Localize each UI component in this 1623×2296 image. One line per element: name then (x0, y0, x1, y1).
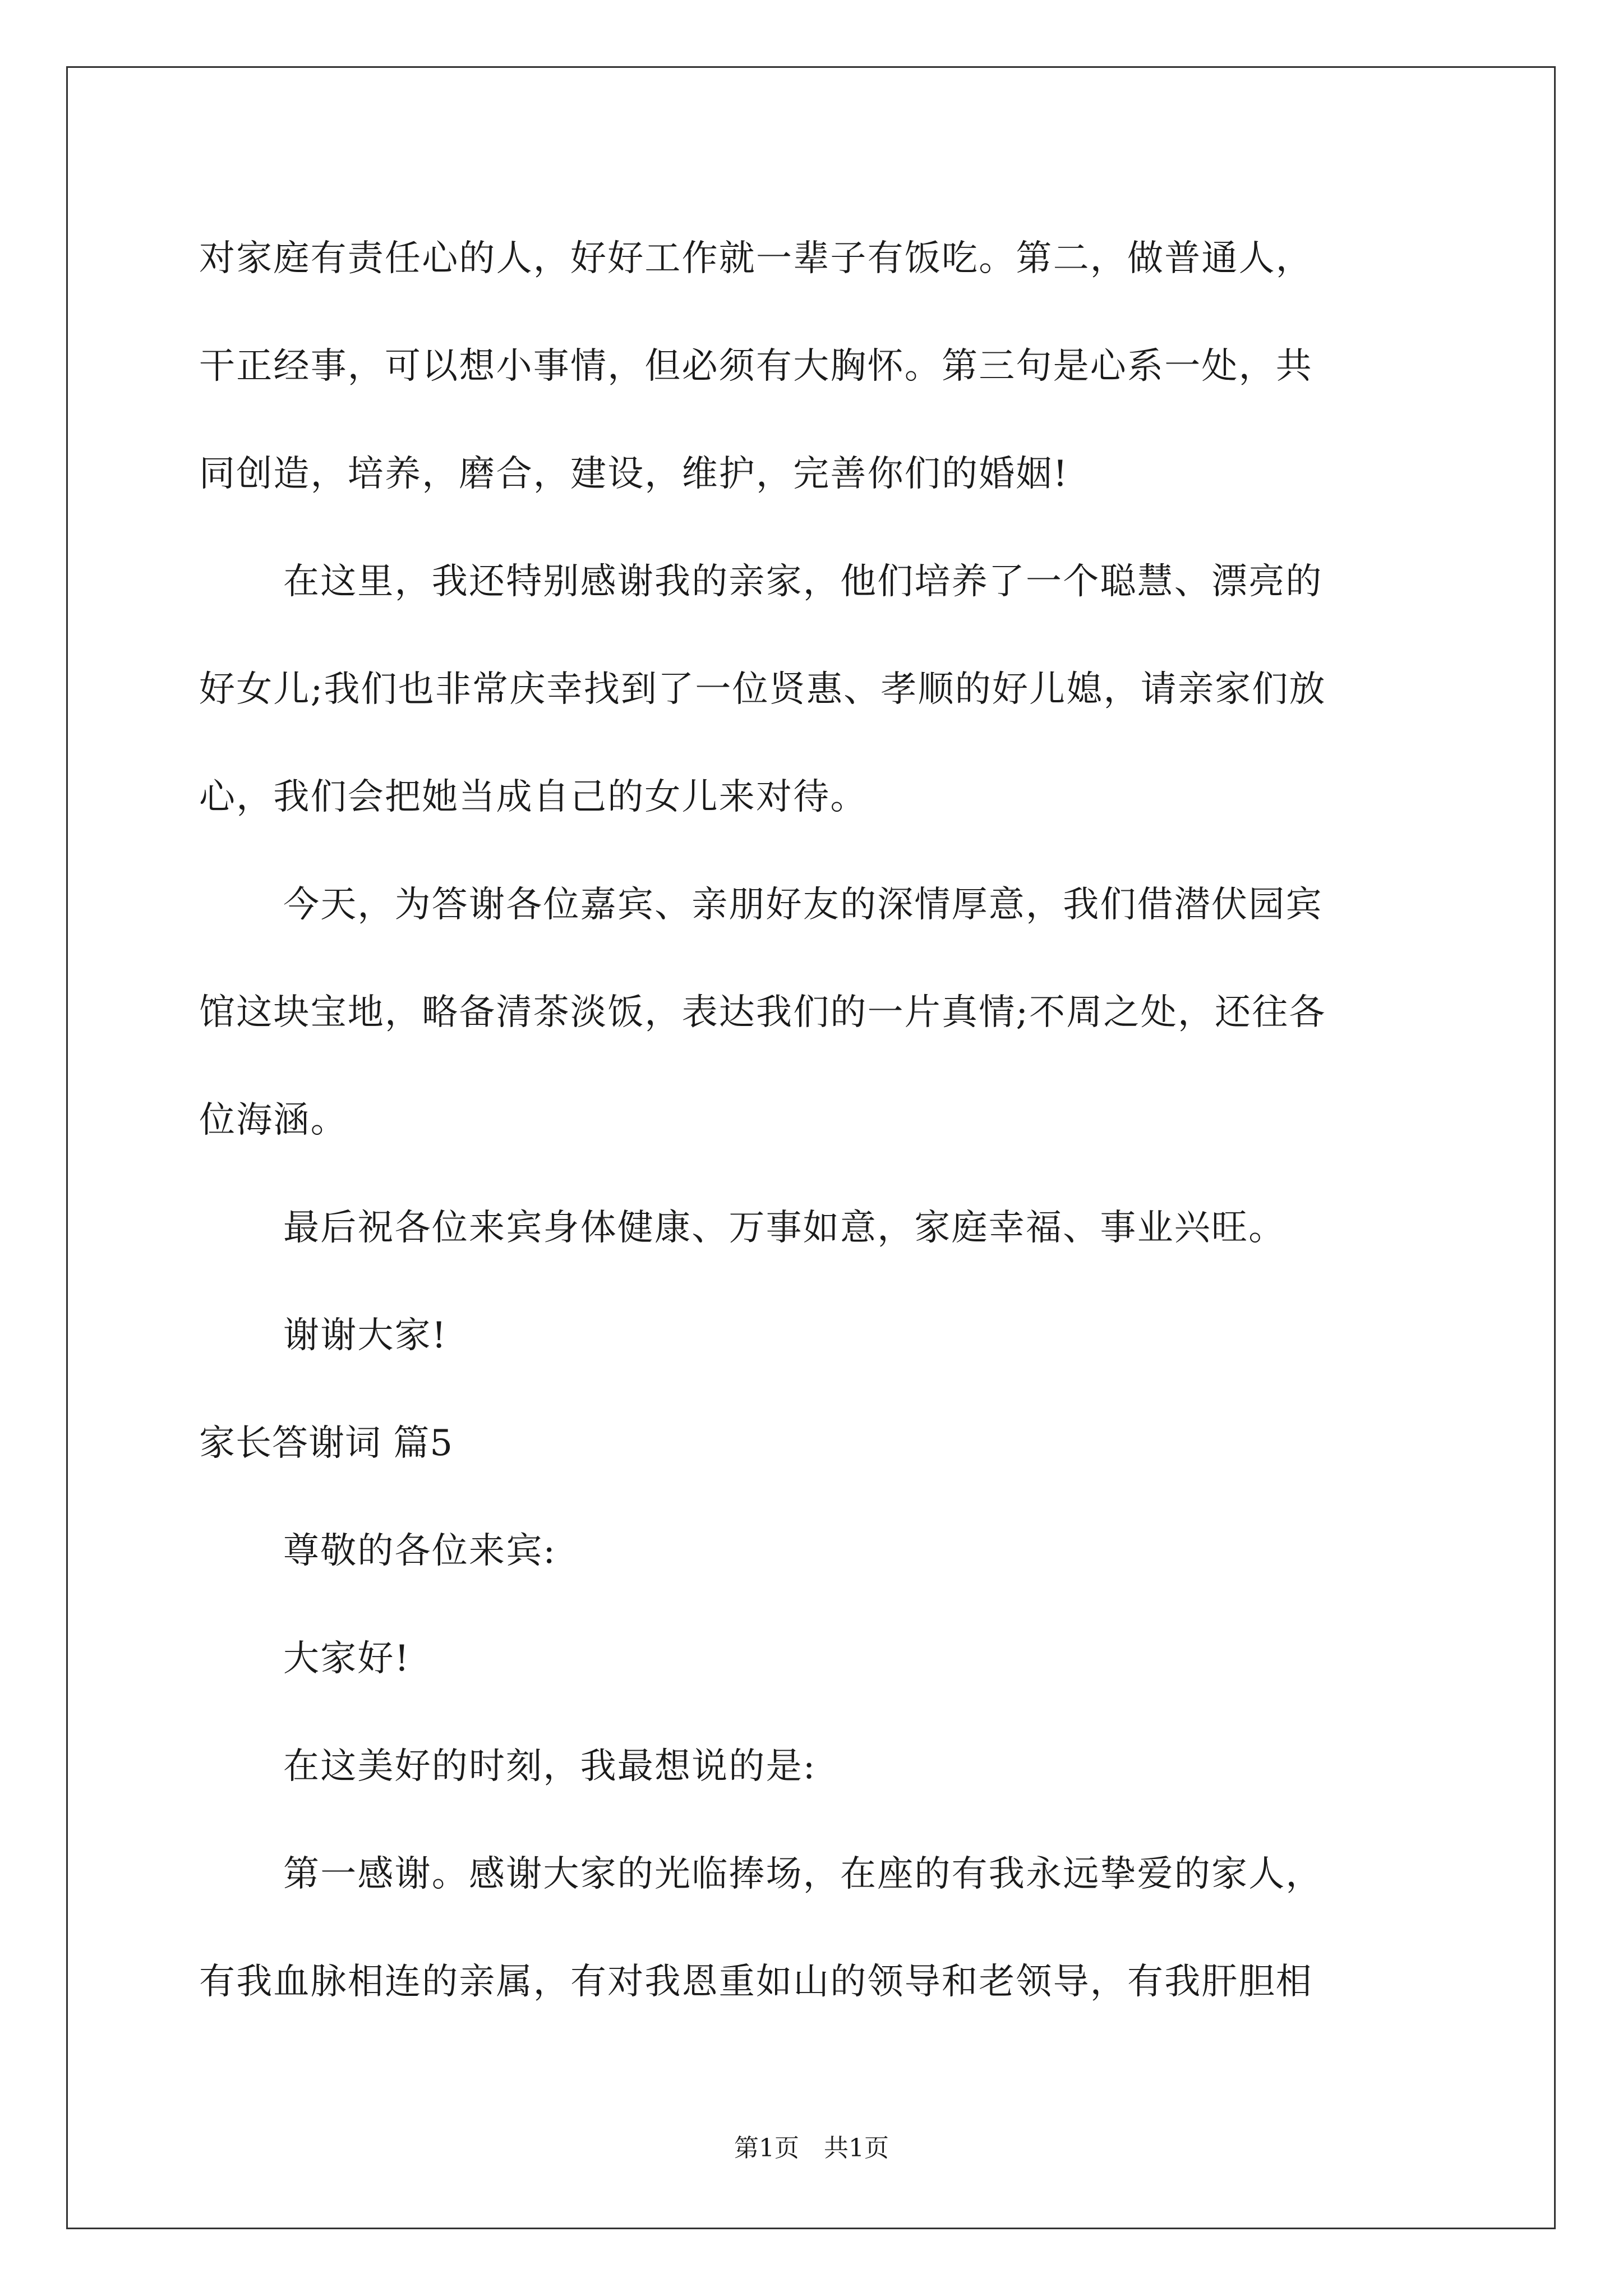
paragraph-start-line: 在这里，我还特别感谢我的亲家，他们培养了一个聪慧、漂亮的 (283, 561, 1323, 602)
document-body (199, 205, 1433, 2036)
text-line: 干正经事，可以想小事情，但必须有大胸怀。第三句是心系一处，共 (199, 346, 1313, 387)
paragraph-start-line: 今天，为答谢各位嘉宾、亲朋好友的深情厚意，我们借潜伏园宾 (283, 884, 1323, 926)
greeting-line: 大家好! (283, 1638, 411, 1680)
text-line: 同创造，培养，磨合，建设，维护，完善你们的婚姻! (199, 453, 1069, 495)
text-line: 有我血脉相连的亲属，有对我恩重如山的领导和老领导，有我肝胆相 (199, 1961, 1313, 2003)
text-line: 位海涵。 (199, 1099, 348, 1141)
page-number-footer: 第1页 共1页 (734, 2134, 889, 2162)
text-line: 好女儿;我们也非常庆幸找到了一位贤惠、孝顺的好儿媳，请亲家们放 (199, 669, 1326, 710)
salutation-line: 尊敬的各位来宾: (283, 1530, 557, 1572)
paragraph-start-line: 最后祝各位来宾身体健康、万事如意，家庭幸福、事业兴旺。 (283, 1207, 1286, 1249)
paragraph-start-line: 在这美好的时刻，我最想说的是: (283, 1746, 817, 1787)
paragraph-start-line: 谢谢大家! (283, 1315, 448, 1356)
paragraph-start-line: 第一感谢。感谢大家的光临捧场，在座的有我永远挚爱的家人， (283, 1853, 1323, 1895)
section-heading: 家长答谢词 篇5 (199, 1423, 454, 1464)
text-line: 馆这块宝地，略备清茶淡饭，表达我们的一片真情;不周之处，还往各 (199, 992, 1326, 1033)
text-line: 心，我们会把她当成自己的女儿来对待。 (199, 776, 868, 818)
text-line: 对家庭有责任心的人，好好工作就一辈子有饭吃。第二，做普通人， (199, 238, 1313, 279)
